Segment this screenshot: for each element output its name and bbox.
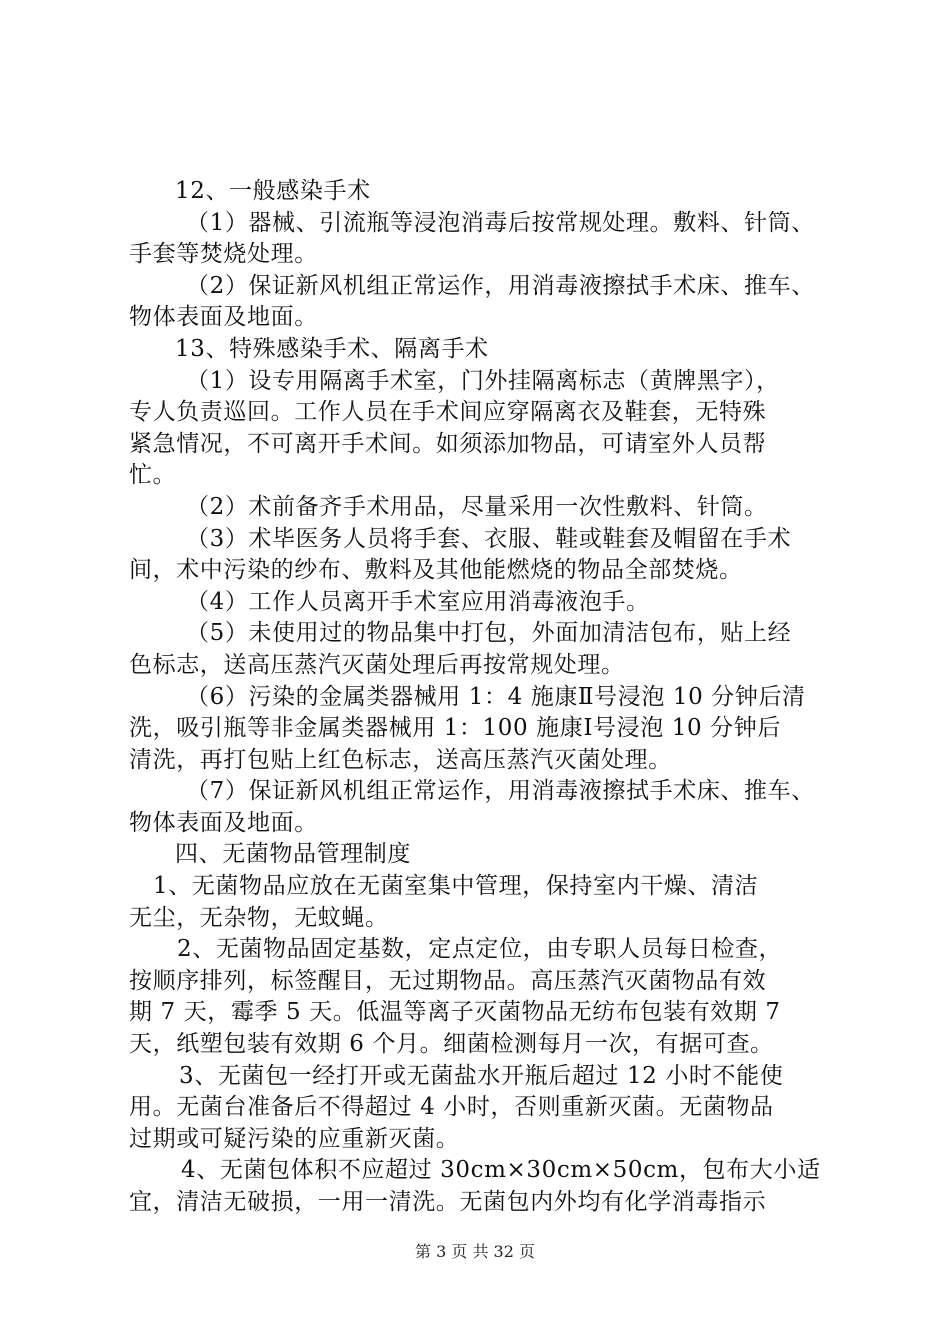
paragraph-line: （1）器械、引流瓶等浸泡消毒后按常规处理。敷料、针筒、: [186, 209, 815, 236]
section-heading-12: 12、一般感染手术: [175, 178, 371, 204]
paragraph-line: 洗，吸引瓶等非金属类器械用 1：100 施康Ⅰ号浸泡 10 分钟后: [129, 715, 781, 742]
paragraph-line: 期 7 天，霉季 5 天。低温等离子灭菌物品无纺布包装有效期 7: [129, 999, 781, 1026]
paragraph-line: （2）术前备齐手术用品，尽量采用一次性敷料、针筒。: [186, 493, 768, 520]
paragraph-line: 宜，清洁无破损，一用一清洗。无菌包内外均有化学消毒指示: [129, 1189, 767, 1215]
paragraph-line: 无尘，无杂物，无蚊蝇。: [129, 904, 389, 931]
paragraph-line: （6）污染的金属类器械用 1：4 施康Ⅱ号浸泡 10 分钟后清: [186, 683, 806, 710]
section-heading-13: 13、特殊感染手术、隔离手术: [175, 335, 489, 362]
paragraph-line: 4、无菌包体积不应超过 30cm×30cm×50cm，包布大小适: [181, 1157, 821, 1184]
paragraph-line: （7）保证新风机组正常运作，用消毒液擦拭手术床、推车、: [186, 778, 815, 805]
paragraph-line: （3）术毕医务人员将手套、衣服、鞋或鞋套及帽留在手术: [186, 525, 792, 552]
paragraph-line: （4）工作人员离开手术室应用消毒液泡手。: [186, 588, 650, 615]
paragraph-line: （1）设专用隔离手术室，门外挂隔离标志（黄牌黑字），: [186, 367, 780, 394]
page-footer: 第 3 页 共 32 页: [415, 1242, 535, 1261]
paragraph-line: 清洗，再打包贴上红色标志，送高压蒸汽灭菌处理。: [129, 746, 672, 773]
paragraph-line: 专人负责巡回。工作人员在手术间应穿隔离衣及鞋套，无特殊: [129, 399, 767, 426]
paragraph-line: 物体表面及地面。: [129, 304, 318, 331]
section-heading-4: 四、无菌物品管理制度: [175, 841, 411, 868]
paragraph-line: 天，纸塑包装有效期 6 个月。细菌检测每月一次，有据可查。: [129, 1031, 774, 1058]
document-body: [129, 176, 839, 1219]
paragraph-line: 色标志，送高压蒸汽灭菌处理后再按常规处理。: [129, 651, 625, 678]
paragraph-line: 按顺序排列，标签醒目，无过期物品。高压蒸汽灭菌物品有效: [129, 967, 767, 994]
paragraph-line: 用。无菌台准备后不得超过 4 小时，否则重新灭菌。无菌物品: [129, 1094, 774, 1121]
paragraph-line: 紧急情况，不可离开手术间。如须添加物品，可请室外人员帮: [129, 430, 767, 457]
paragraph-line: （2）保证新风机组正常运作，用消毒液擦拭手术床、推车、: [186, 272, 815, 299]
paragraph-line: 物体表面及地面。: [129, 809, 318, 836]
paragraph-line: 3、无菌包一经打开或无菌盐水开瓶后超过 12 小时不能使: [179, 1062, 784, 1089]
paragraph-line: 2、无菌物品固定基数，定点定位，由专职人员每日检查，: [177, 936, 783, 963]
paragraph-line: 间，术中污染的纱布、敷料及其他能燃烧的物品全部焚烧。: [129, 557, 743, 584]
paragraph-line: 过期或可疑污染的应重新灭菌。: [129, 1125, 460, 1152]
paragraph-line: （5）未使用过的物品集中打包，外面加清洁包布，贴上经: [186, 620, 792, 647]
paragraph-line: 1、无菌物品应放在无菌室集中管理，保持室内干燥、清洁: [153, 873, 759, 900]
paragraph-line: 手套等焚烧处理。: [129, 241, 318, 268]
paragraph-line: 忙。: [129, 462, 177, 489]
